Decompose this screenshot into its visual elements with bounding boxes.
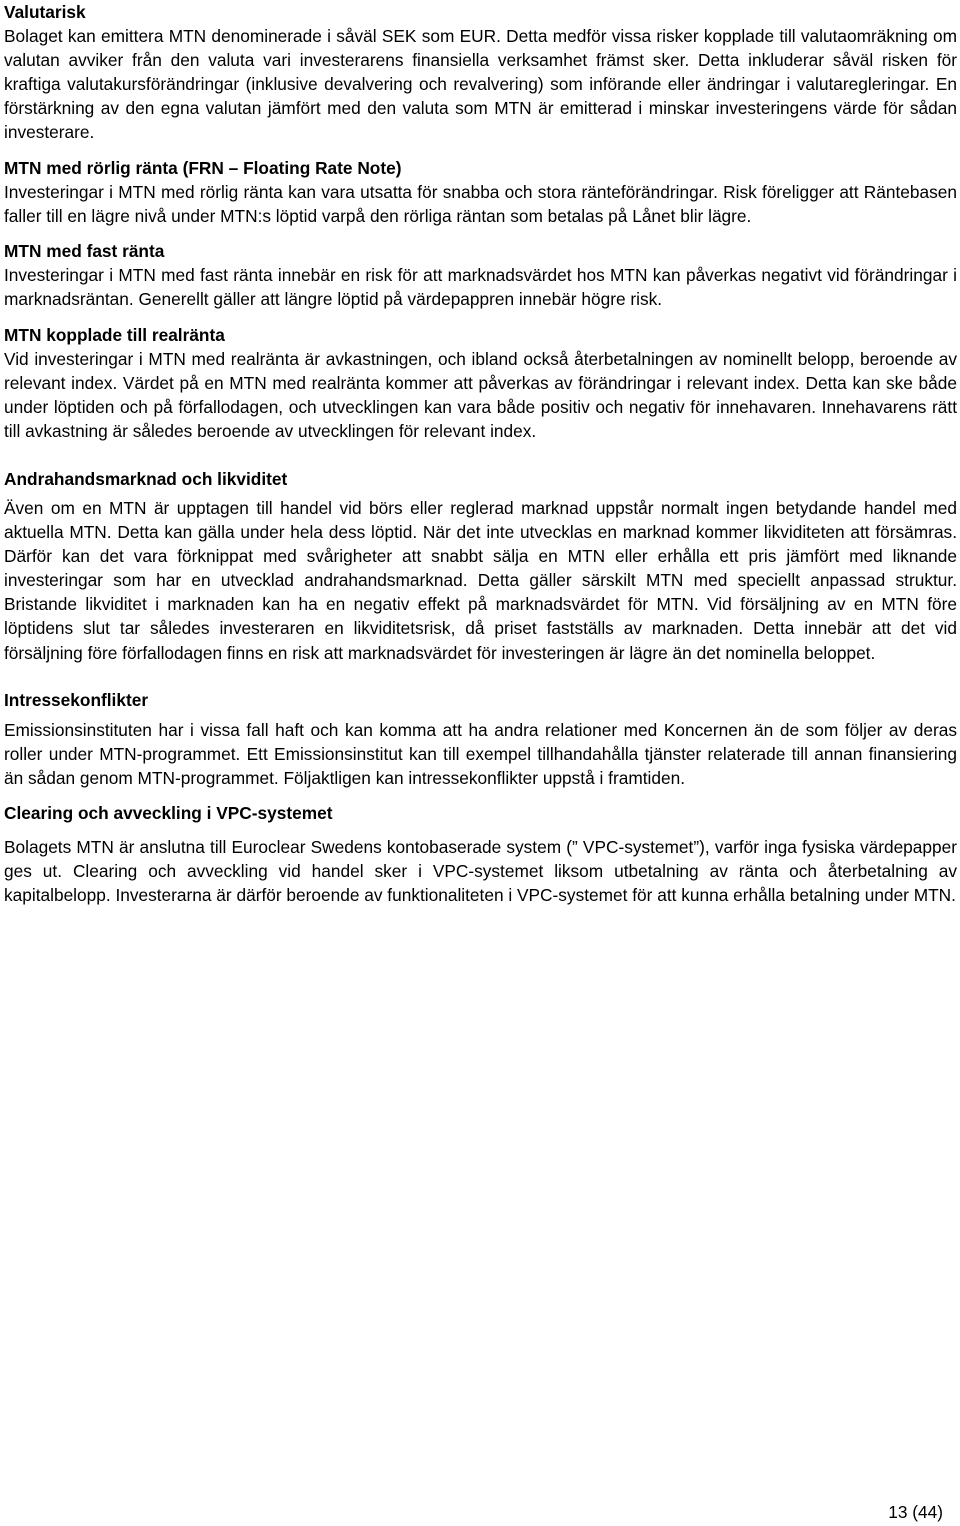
section-heading: MTN med fast ränta xyxy=(4,241,165,261)
section-heading: Clearing och avveckling i VPC-systemet xyxy=(4,802,333,823)
section-heading: Valutarisk xyxy=(4,2,86,22)
section-paragraph: Även om en MTN är upptagen till handel vid börs eller reglerad marknad uppstår normalt ingen betydande handel med aktuella MTN. Detta kan gälla under hela dess löptid. När det inte utvecklas en marknad kommer likviditeten att försämras. Därför kan det vara förknippat med svårigheter att snabbt sälja en MTN eller erhålla ett pris jämfört med liknande investeringar som har en utvecklad andrahandsmarknad. Detta gäller särskilt MTN med speciellt anpassad struktur. Bristande likviditet i marknaden kan ha en negativ effekt på marknadsvärdet för MTN. Vid försäljning av en MTN före löptidens slut tar således investeraren en likviditetsrisk, då priset fastställs av marknaden. Detta innebär att det vid försäljning före förfallodagen finns en risk att marknadsvärdet för investeringen är lägre än det nominella beloppet. xyxy=(4,498,957,663)
section-intressekonflikter xyxy=(4,688,957,790)
section-realranta xyxy=(4,323,957,443)
section-heading: Intressekonflikter xyxy=(4,689,149,710)
section-paragraph: Vid investeringar i MTN med realränta är avkastningen, och ibland också återbetalningen av nominellt belopp, beroende av relevant index. Värdet på en MTN med realränta kommer att påverkas av förändringar i relevant index. Detta kan ske både under löptiden och på förfallodagen, och utvecklingen kan vara både positiv och negativ för innehavaren. Innehavarens rätt till avkastning är således beroende av utvecklingen för relevant index. xyxy=(4,349,957,441)
section-heading: MTN med rörlig ränta (FRN – Floating Rate Note) xyxy=(4,158,402,178)
section-paragraph: Investeringar i MTN med fast ränta innebär en risk för att marknadsvärdet hos MTN kan påverkas negativt vid förändringar i marknadsräntan. Generellt gäller att längre löptid på värdepappren innebär högre risk. xyxy=(4,265,957,309)
section-heading: MTN kopplade till realränta xyxy=(4,325,225,345)
section-paragraph: Bolagets MTN är anslutna till Euroclear Swedens kontobaserade system (” VPC-systemet”), varför inga fysiska värdepapper ges ut. Clearing och avveckling vid handel sker i VPC-systemet liksom utbetalning av ränta och återbetalning av kapitalbelopp. Investerarna är därför beroende av funktionaliteten i VPC-systemet för att kunna erhålla betalning under MTN. xyxy=(4,836,957,906)
section-valutarisk xyxy=(4,0,957,144)
section-paragraph: Bolaget kan emittera MTN denominerade i såväl SEK som EUR. Detta medför vissa risker kopplade till valutaomräkning om valutan avviker från den valuta vari investerarens finansiella verksamhet främst sker. Detta inkluderar såväl risken för kraftiga valutakursförändringar (inklusive devalvering och revalvering) som införande eller ändringar i valutaregleringar. En förstärkning av den egna valutan jämfört med den valuta som MTN är emitterad i minskar investeringens värde för sådan investerare. xyxy=(4,26,957,142)
section-paragraph: Emissionsinstituten har i vissa fall haft och kan komma att ha andra relationer med Koncernen än de som följer av deras roller under MTN-programmet. Ett Emissionsinstitut kan till exempel tillhandahålla tjänster relaterade till annan finansiering än sådan genom MTN-programmet. Följaktligen kan intressekonflikter uppstå i framtiden. xyxy=(4,719,957,788)
section-fast-ranta xyxy=(4,239,957,311)
section-andrahandsmarknad xyxy=(4,467,957,665)
section-heading: Andrahandsmarknad och likviditet xyxy=(4,469,288,489)
section-paragraph: Investeringar i MTN med rörlig ränta kan vara utsatta för snabba och stora ränteförändringar. Risk föreligger att Räntebasen faller till en lägre nivå under MTN:s löptid varpå den rörliga räntan som betalas på Lånet blir lägre. xyxy=(4,182,957,226)
page-number: 13 (44) xyxy=(888,1502,943,1522)
section-clearing xyxy=(4,801,957,907)
document-page xyxy=(4,0,957,907)
section-frn xyxy=(4,156,957,228)
